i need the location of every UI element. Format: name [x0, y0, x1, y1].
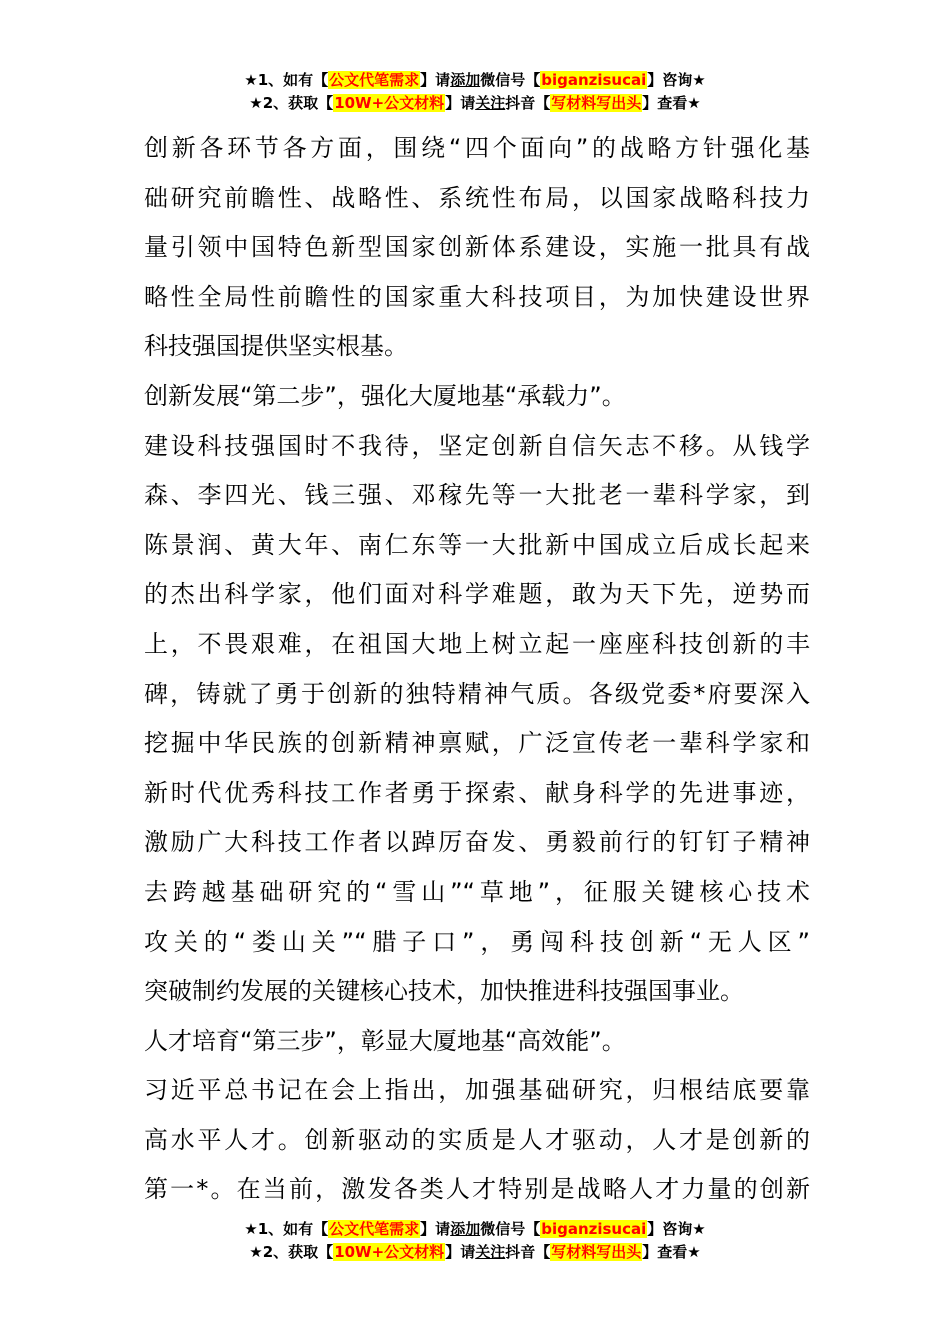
banner-text: ★1、如有【 [244, 71, 329, 89]
underlined-text: 添加 [450, 71, 481, 89]
banner-text: ★2、获取【 [249, 1243, 334, 1261]
underlined-text: 关注 [475, 1243, 506, 1261]
body-text-line: 森、李四光、钱三强、邓稼先等一大批老一辈科学家，到 [144, 481, 810, 510]
banner-text: 抖音【 [505, 1243, 551, 1261]
body-text-line: 突破制约发展的关键核心技术，加快推进科技强国事业。 [144, 977, 744, 1006]
banner-text: ★1、如有【 [244, 1220, 329, 1238]
highlight-wechat-id: biganzisucai [541, 1220, 647, 1238]
body-text-line: 略性全局性前瞻性的国家重大科技项目，为加快建设世界 [144, 282, 810, 311]
body-text-line: 础研究前瞻性、战略性、系统性布局，以国家战略科技力 [144, 183, 810, 212]
promo-banner-bottom [0, 1218, 950, 1264]
banner-line-2 [0, 92, 950, 115]
body-text-line: 人才培育“第三步”，彰显大厦地基“高效能”。 [144, 1026, 626, 1055]
body-text-line: 激励广大科技工作者以踔厉奋发、勇毅前行的钉钉子精神 [144, 828, 810, 857]
banner-text: 】请 [420, 1220, 451, 1238]
body-text-line: 创新各环节各方面，围绕“四个面向”的战略方针强化基 [144, 134, 810, 162]
banner-text: 】咨询★ [647, 71, 706, 89]
body-text-line: 科技强国提供坚实根基。 [144, 332, 408, 361]
banner-line-1 [0, 69, 950, 92]
document-body [144, 124, 810, 1215]
highlight-service: 公文代笔需求 [329, 1220, 420, 1238]
highlight-douyin-account: 写材料写出头 [551, 1243, 642, 1261]
banner-text: 】请 [445, 1243, 476, 1261]
body-text-line: 陈景润、黄大年、南仁东等一大批新中国成立后成长起来 [144, 530, 810, 559]
body-text-line: 创新发展“第二步”，强化大厦地基“承载力”。 [144, 381, 626, 410]
highlight-service: 公文代笔需求 [329, 71, 420, 89]
highlight-douyin-account: 写材料写出头 [551, 94, 642, 112]
banner-text: 微信号【 [480, 1220, 541, 1238]
body-text-line: 上，不畏艰难，在祖国大地上树立起一座座科技创新的丰 [144, 629, 810, 658]
highlight-wechat-id: biganzisucai [541, 71, 647, 89]
underlined-text: 添加 [450, 1220, 481, 1238]
banner-text: 】请 [445, 94, 476, 112]
banner-text: 】查看★ [642, 94, 701, 112]
body-text-line: 习近平总书记在会上指出，加强基础研究，归根结底要靠 [144, 1076, 810, 1105]
body-text-line: 碑，铸就了勇于创新的独特精神气质。各级党委*府要深入 [144, 679, 810, 708]
banner-line-2 [0, 1241, 950, 1264]
underlined-text: 关注 [475, 94, 506, 112]
body-text-line: 第一*。在当前，激发各类人才特别是战略人才力量的创新 [144, 1175, 810, 1204]
body-text-line: 建设科技强国时不我待，坚定创新自信矢志不移。从钱学 [144, 431, 810, 460]
promo-banner-top [0, 69, 950, 115]
banner-line-1 [0, 1218, 950, 1241]
banner-text: 】请 [420, 71, 451, 89]
body-text-line: 的杰出科学家，他们面对科学难题，敢为天下先，逆势而 [144, 580, 810, 609]
highlight-materials: 10W+公文材料 [334, 94, 445, 112]
body-text-line: 新时代优秀科技工作者勇于探索、献身科学的先进事迹， [144, 778, 810, 807]
body-text-line: 高水平人才。创新驱动的实质是人才驱动，人才是创新的 [144, 1125, 810, 1154]
banner-text: 】查看★ [642, 1243, 701, 1261]
banner-text: 微信号【 [480, 71, 541, 89]
body-text-line: 挖掘中华民族的创新精神禀赋，广泛宣传老一辈科学家和 [144, 729, 810, 758]
highlight-materials: 10W+公文材料 [334, 1243, 445, 1261]
body-text-line: 量引领中国特色新型国家创新体系建设，实施一批具有战 [144, 233, 810, 262]
banner-text: 】咨询★ [647, 1220, 706, 1238]
banner-text: ★2、获取【 [249, 94, 334, 112]
body-text-line: 去跨越基础研究的“雪山”“草地”，征服关键核心技术 [144, 877, 810, 906]
banner-text: 抖音【 [505, 94, 551, 112]
body-text-line: 攻关的“娄山关”“腊子口”，勇闯科技创新“无人区” [144, 927, 810, 956]
